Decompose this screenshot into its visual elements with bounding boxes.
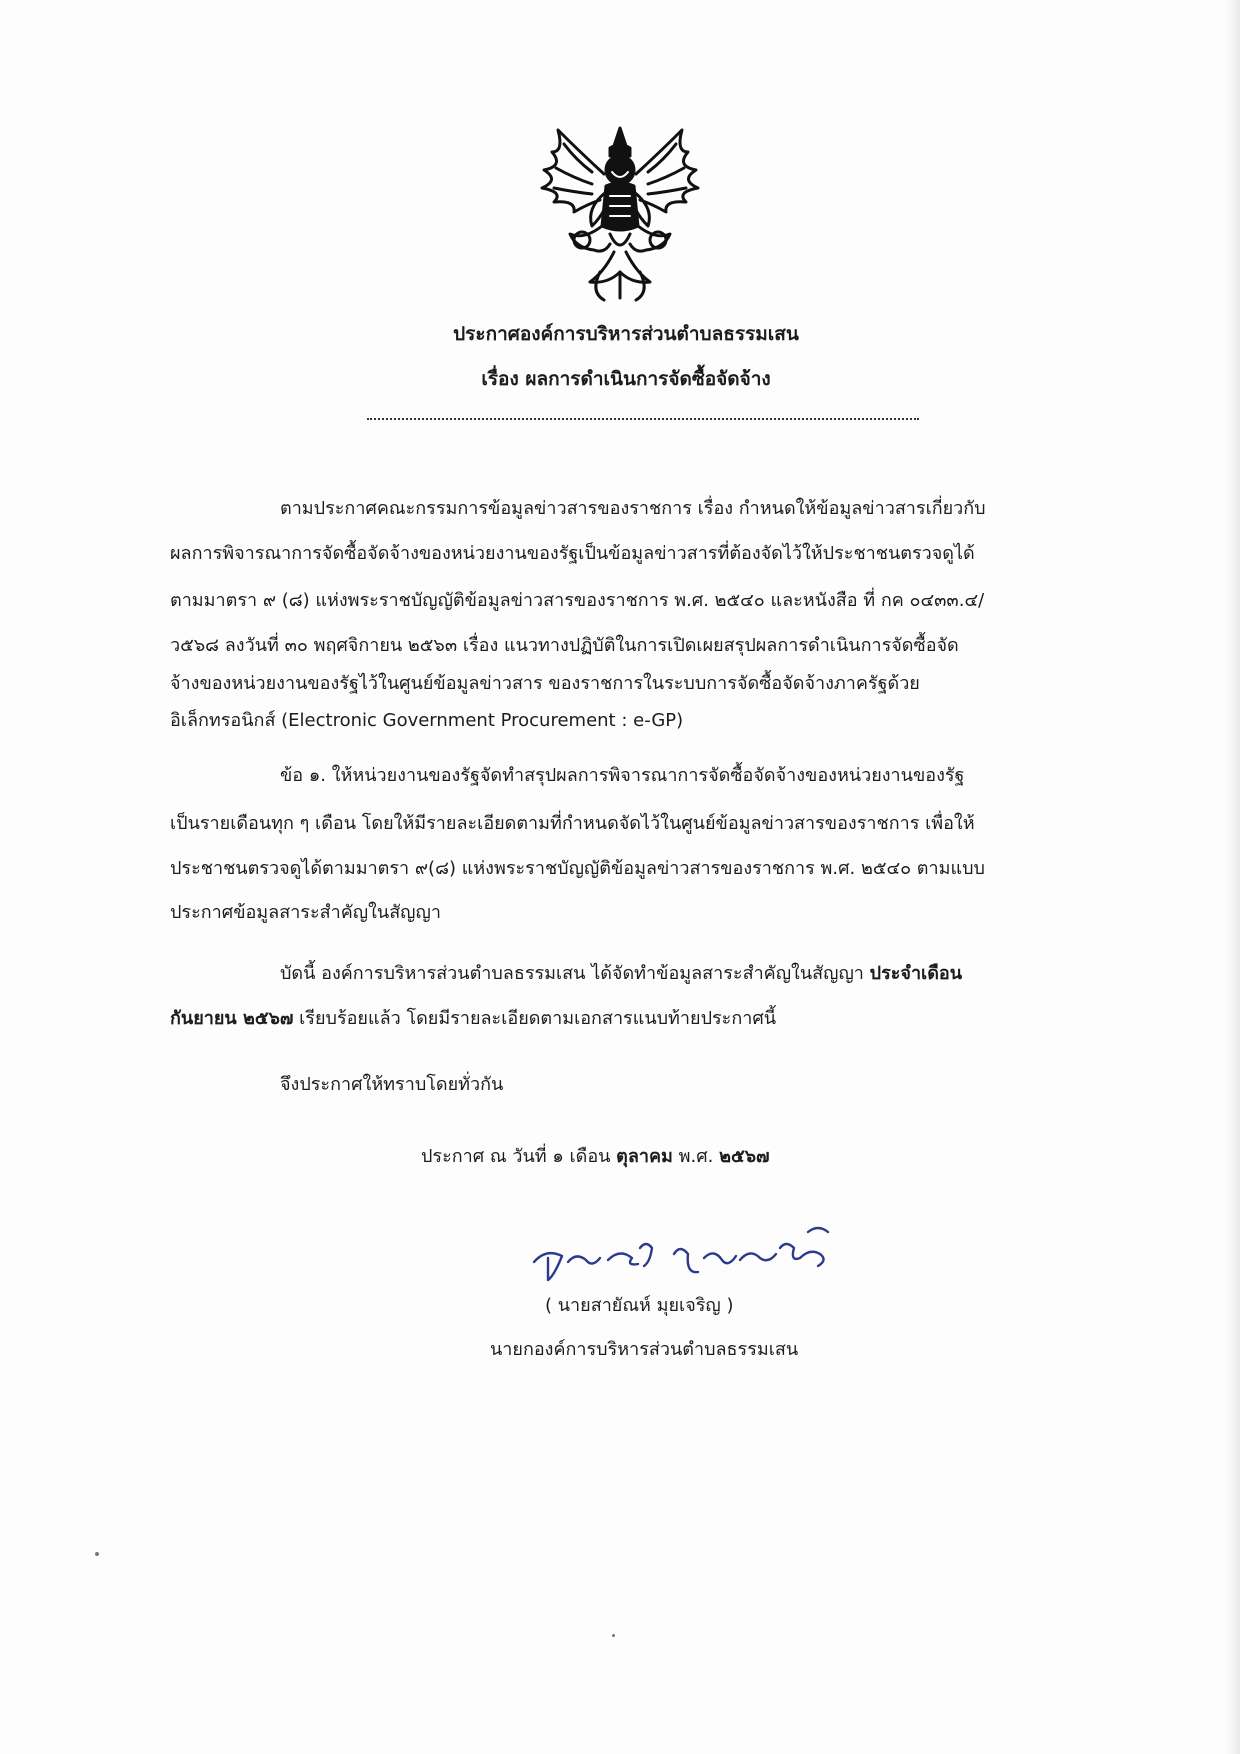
paragraph-2-line: ข้อ ๑. ให้หน่วยงานของรัฐจัดทำสรุปผลการพิจารณาการจัดซื้อจัดจ้างของหน่วยงานของรัฐ (280, 765, 965, 786)
paragraph-3-text: เรียบร้อยแล้ว โดยมีรายละเอียดตามเอกสารแนบท้ายประกาศนี้ (293, 1008, 777, 1029)
garuda-emblem-icon (530, 122, 710, 307)
handwritten-signature (528, 1218, 848, 1286)
paragraph-2-line: ประกาศข้อมูลสาระสำคัญในสัญญา (170, 902, 441, 923)
paragraph-1-line: ผลการพิจารณาการจัดซื้อจัดจ้างของหน่วยงานของรัฐเป็นข้อมูลข่าวสารที่ต้องจัดไว้ให้ประชาชนตรวจดูได้ (170, 543, 975, 564)
paragraph-2-line: เป็นรายเดือนทุก ๆ เดือน โดยให้มีรายละเอียดตามที่กำหนดจัดไว้ในศูนย์ข้อมูลข่าวสารของราชการ เพื่อให้ (170, 813, 975, 834)
paragraph-3-month-value: กันยายน ๒๕๖๗ (170, 1008, 294, 1029)
signatory-position: นายกองค์การบริหารส่วนตำบลธรรมเสน (490, 1339, 799, 1360)
paragraph-1-line: ตามมาตรา ๙ (๘) แห่งพระราชบัญญัติข้อมูลข่าวสารของราชการ พ.ศ. ๒๕๔๐ และหนังสือ ที่ กค ๐๔๓๓.๔/ (170, 590, 985, 611)
dotted-divider (367, 418, 919, 420)
date-year: ๒๕๖๗ (719, 1146, 770, 1167)
scan-edge-shadow (1226, 0, 1240, 1754)
closing-statement: จึงประกาศให้ทราบโดยทั่วกัน (280, 1074, 504, 1095)
paragraph-1-line: อิเล็กทรอนิกส์ (Electronic Government Procurement : e-GP) (170, 710, 684, 731)
date-era: พ.ศ. (672, 1146, 720, 1167)
announcement-subject: เรื่อง ผลการดำเนินการจัดซื้อจัดจ้าง (481, 368, 771, 390)
date-month: ตุลาคม (616, 1146, 673, 1167)
paragraph-1-line: จ้างของหน่วยงานของรัฐไว้ในศูนย์ข้อมูลข่าวสาร ของราชการในระบบการจัดซื้อจัดจ้างภาครัฐด้วย (170, 673, 920, 694)
date-prefix: ประกาศ ณ วันที่ ๑ เดือน (421, 1146, 617, 1167)
scan-speck (95, 1552, 99, 1556)
scan-speck (612, 1634, 615, 1637)
paragraph-3-month-label: ประจำเดือน (869, 963, 963, 984)
announcement-date (421, 1144, 770, 1170)
announcement-title: ประกาศองค์การบริหารส่วนตำบลธรรมเสน (453, 323, 799, 345)
paragraph-3-line-1 (280, 961, 962, 987)
paragraph-2-line: ประชาชนตรวจดูได้ตามมาตรา ๙(๘) แห่งพระราชบัญญัติข้อมูลข่าวสารของราชการ พ.ศ. ๒๕๔๐ ตามแบบ (170, 858, 985, 879)
paragraph-3-line-2 (170, 1006, 776, 1032)
signatory-name: ( นายสายัณห์ มุยเจริญ ) (545, 1295, 734, 1316)
paragraph-1-line: ตามประกาศคณะกรรมการข้อมูลข่าวสารของราชการ เรื่อง กำหนดให้ข้อมูลข่าวสารเกี่ยวกับ (280, 498, 986, 519)
paragraph-1-line: ว๕๖๘ ลงวันที่ ๓๐ พฤศจิกายน ๒๕๖๓ เรื่อง แนวทางปฏิบัติในการเปิดเผยสรุปผลการดำเนินการจัดซื้อจัด (170, 635, 959, 656)
paragraph-3-text: บัดนี้ องค์การบริหารส่วนตำบลธรรมเสน ได้จัดทำข้อมูลสาระสำคัญในสัญญา (280, 963, 870, 984)
